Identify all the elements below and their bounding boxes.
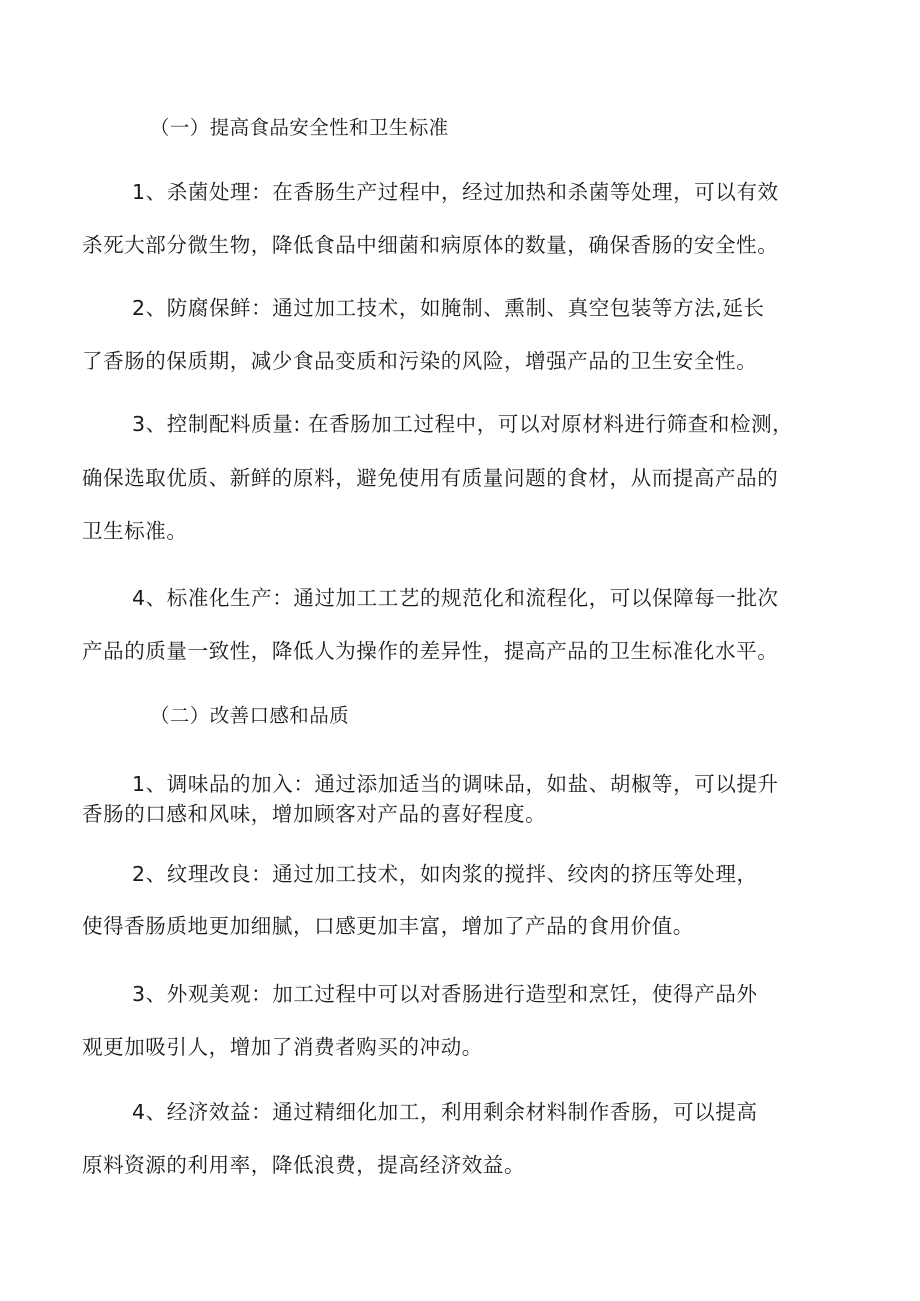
paragraph-line: 原料资源的利用率，降低浪费，提高经济效益。 [82, 1153, 526, 1177]
paragraph-line: 3、外观美观：加工过程中可以对香肠进行造型和烹饪，使得产品外 [132, 982, 758, 1006]
section-2-heading: （二）改善口感和品质 [150, 704, 350, 727]
paragraph-line: 确保选取优质、新鲜的原料，避免使用有质量问题的食材，从而提高产品的 [82, 466, 779, 490]
paragraph-line: 了香肠的保质期，减少食品变质和污染的风险，增强产品的卫生安全性。 [82, 349, 758, 373]
paragraph-line: 4、标准化生产：通过加工工艺的规范化和流程化，可以保障每一批次 [132, 586, 779, 610]
section-1-heading: （一）提高食品安全性和卫生标准 [150, 116, 449, 139]
paragraph-line: 3、控制配料质量: 在香肠加工过程中，可以对原材料进行筛查和检测， [132, 412, 794, 436]
paragraph-line: 杀死大部分微生物，降低食品中细菌和病原体的数量，确保香肠的安全性。 [82, 233, 779, 257]
paragraph-line: 1、杀菌处理：在香肠生产过程中，经过加热和杀菌等处理，可以有效 [132, 180, 779, 204]
paragraph-line: 2、防腐保鲜：通过加工技术，如腌制、熏制、真空包装等方法,延长 [132, 296, 765, 320]
paragraph-line: 香肠的口感和风味，增加顾客对产品的喜好程度。 [82, 802, 547, 826]
paragraph-line: 使得香肠质地更加细腻，口感更加丰富，增加了产品的食用价值。 [82, 914, 694, 938]
paragraph-line: 卫生标准。 [82, 519, 188, 543]
paragraph-line: 4、经济效益：通过精细化加工，利用剩余材料制作香肠，可以提高 [132, 1100, 758, 1124]
paragraph-line: 1、调味品的加入：通过添加适当的调味品，如盐、胡椒等，可以提升 [132, 772, 779, 796]
paragraph-line: 2、纹理改良：通过加工技术，如肉浆的搅拌、绞肉的挤压等处理， [132, 862, 758, 886]
paragraph-line: 观更加吸引人，增加了消费者购买的冲动。 [82, 1035, 483, 1059]
paragraph-line: 产品的质量一致性，降低人为操作的差异性，提高产品的卫生标准化水平。 [82, 639, 779, 663]
